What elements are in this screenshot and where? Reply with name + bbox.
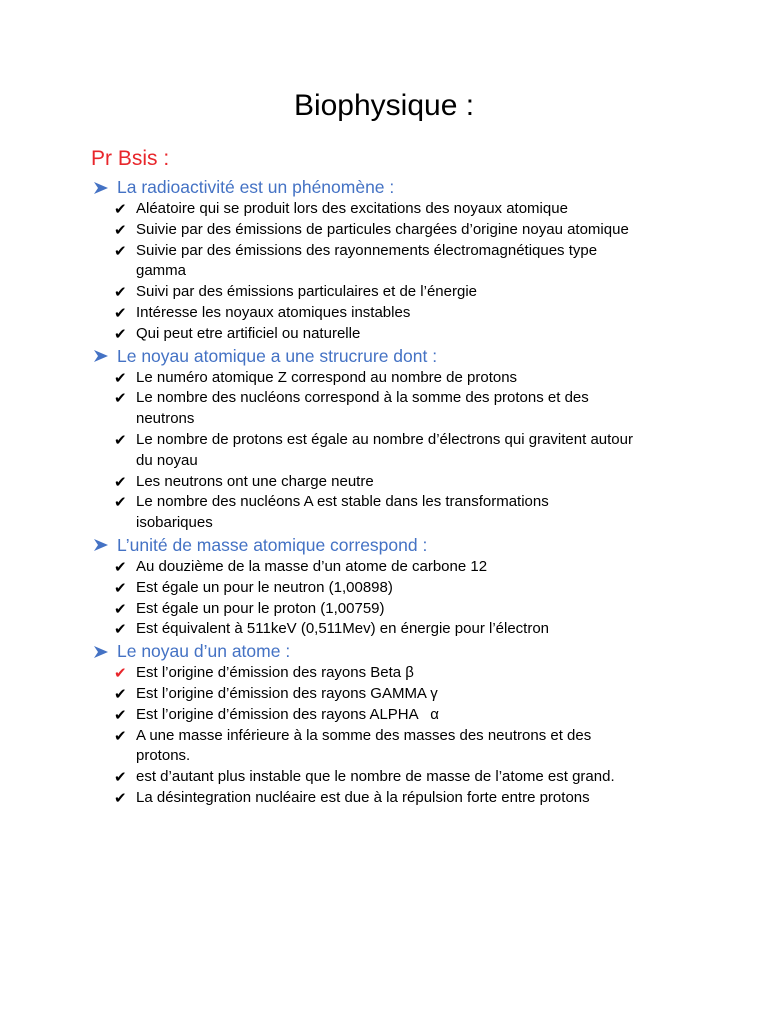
section-unite-masse [91,534,691,640]
list-item: ✔ Est l’origine d’émission des rayons ALPHA α [114,705,439,724]
section-heading [91,640,691,663]
section-noyau-atome [91,640,691,809]
check-icon: ✔ [114,599,127,618]
check-icon: ✔ [114,389,127,408]
list-item: ✔ est d’autant plus instable que le nombre de masse de l’atome est grand. [114,768,615,787]
check-icon: ✔ [114,200,127,218]
section-heading-text: L’unité de masse atomique correspond : [117,534,428,555]
list-item: ✔ Intéresse les noyaux atomiques instables [114,303,411,322]
check-icon: ✔ [114,493,127,512]
check-icon: ✔ [114,303,127,322]
list-item: ✔ Suivie par des émissions des rayonnements électromagnétiques type gamma [114,241,598,280]
list-item: ✔ Est égale un pour le proton (1,00759) [114,599,385,618]
arrow-bullet-icon [93,645,109,659]
arrow-bullet-icon [93,181,109,195]
check-icon: ✔ [114,368,127,387]
list-item: ✔ Suivie par des émissions de particules chargées d’origine noyau atomique [114,220,629,239]
section-noyau-structure [91,345,691,534]
check-icon: ✔ [114,241,127,260]
red-check-icon: ✔ [114,664,127,683]
section-heading-text: La radioactivité est un phénomène : [117,177,395,197]
list-item: ✔ A une masse inférieure à la somme des masses des neutrons et des protons. [114,726,592,765]
list-item: ✔ Qui peut etre artificiel ou naturelle [114,324,361,343]
check-icon: ✔ [114,472,127,491]
list-item: ✔ Le nombre des nucléons correspond à la somme des protons et des neutrons [114,389,589,428]
section-list [91,557,691,640]
list-item: ✔ La désintegration nucléaire est due à la répulsion forte entre protons [114,788,590,807]
check-icon: ✔ [114,220,127,239]
check-icon: ✔ [114,705,127,724]
arrow-bullet-icon [93,349,109,363]
check-icon: ✔ [114,430,127,449]
section-heading-text: Le noyau d’un atome : [117,641,291,662]
check-icon: ✔ [114,324,127,343]
arrow-bullet-icon [93,538,109,552]
section-heading [91,534,691,557]
list-item: ✔ Le nombre de protons est égale au nombre d’électrons qui gravitent autour du noyau [114,430,633,469]
list-item: ✔ Les neutrons ont une charge neutre [114,472,374,491]
list-item: ✔ Suivi par des émissions particulaires et de l’énergie [114,283,478,302]
section-radioactivite [91,176,691,345]
sections-container [91,176,691,809]
section-heading [91,176,691,199]
section-list [91,663,691,809]
check-icon: ✔ [114,788,127,807]
list-item: ✔ Est l’origine d’émission des rayons Beta β [114,664,414,683]
check-icon: ✔ [114,620,127,639]
section-list [91,368,691,534]
author-label: Pr Bsis : [91,147,170,170]
list-item: ✔ Est égale un pour le neutron (1,00898) [114,578,393,597]
list-item: ✔ Est équivalent à 511keV (0,511Mev) en énergie pour l’électron [114,620,550,639]
list-item: ✔ Est l’origine d’émission des rayons GAMMA γ [114,684,438,703]
check-icon: ✔ [114,684,127,703]
list-item: ✔ Au douzième de la masse d’un atome de carbone 12 [114,557,488,576]
section-heading-text: Le noyau atomique a une strucrure dont : [117,345,438,366]
check-icon: ✔ [114,768,127,787]
check-icon: ✔ [114,557,127,576]
list-item: ✔ Le nombre des nucléons A est stable dans les transformations isobariques [114,493,549,532]
section-heading [91,345,691,368]
list-item: ✔ Aléatoire qui se produit lors des excitations des noyaux atomique [114,200,568,218]
section-list [91,199,691,345]
check-icon: ✔ [114,578,127,597]
check-icon: ✔ [114,283,127,302]
check-icon: ✔ [114,726,127,745]
list-item: ✔ Le numéro atomique Z correspond au nombre de protons [114,368,518,387]
page-title: Biophysique : [293,89,475,122]
